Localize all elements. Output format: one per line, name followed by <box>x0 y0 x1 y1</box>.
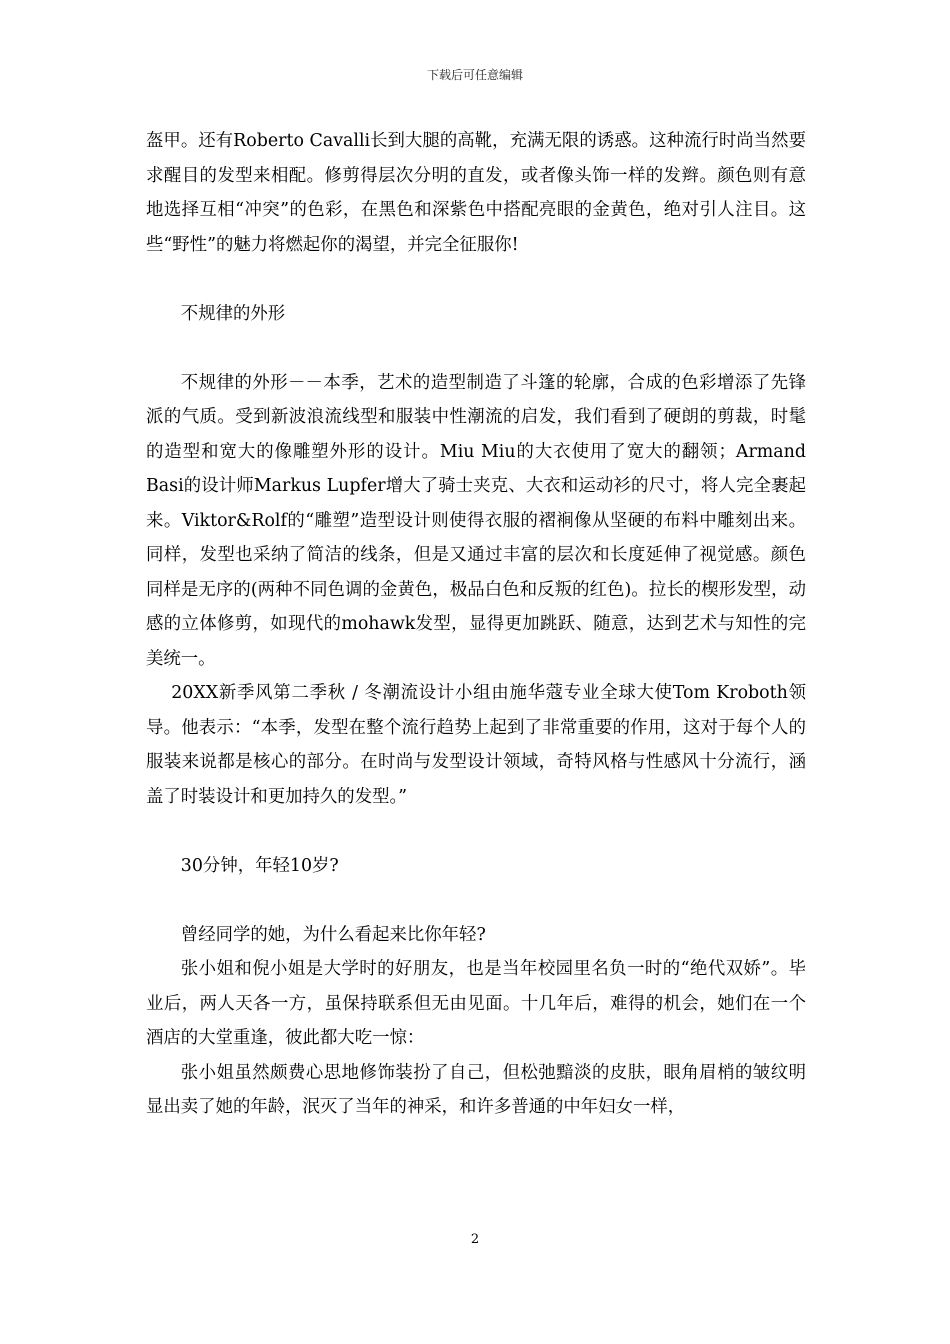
paragraph: 盔甲。还有Roberto Cavalli长到大腿的高靴，充满无限的诱惑。这种流行时尚当然要求醒目的发型来相配。修剪得层次分明的直发，或者像头饰一样的发辫。颜色则有意地选择互相“冲突”的色彩，在黑色和深紫色中搭配亮眼的金黄色，绝对引人注目。这些“野性”的魅力将燃起你的渴望，并完全征服你! <box>146 131 806 255</box>
page-header: 下载后可任意编辑 <box>426 68 523 82</box>
paragraph: 不规律的外形－－本季，艺术的造型制造了斗篷的轮廓，合成的色彩增添了先锋派的气质。受到新波浪流线型和服装中性潮流的启发，我们看到了硬朗的剪裁，时髦的造型和宽大的像雕塑外形的设计。Miu Miu的大衣使用了宽大的翻领；Armand Basi的设计师Markus Lupfer增大了骑士夹克、大衣和运动衫的尺寸，将人完全裹起来。Viktor&Rolf的“雕塑”造型设计则使得衣服的褶裥像从坚硬的布料中雕刻出来。同样，发型也采纳了简洁的线条，但是又通过丰富的层次和长度延伸了视觉感。颜色同样是无序的(两种不同色调的金黄色，极品白色和反叛的红色)。拉长的楔形发型，动感的立体修剪，如现代的mohawk发型，显得更加跳跃、随意，达到艺术与知性的完美统一。 <box>146 372 806 669</box>
section-heading: 不规律的外形 <box>180 303 286 324</box>
paragraph: 张小姐虽然颇费心思地修饰装扮了自己，但松弛黯淡的皮肤，眼角眉梢的皱纹明显出卖了她的年龄，泯灭了当年的神采，和许多普通的中年妇女一样， <box>146 1062 806 1117</box>
document-body <box>146 124 806 1125</box>
page-number: 2 <box>470 1232 480 1247</box>
paragraph: 20XX新季风第二季秋 / 冬潮流设计小组由施华蔻专业全球大使Tom Kroboth领导。他表示：“本季，发型在整个流行趋势上起到了非常重要的作用，这对于每个人的服装来说都是核心的部分。在时尚与发型设计领域，奇特风格与性感风十分流行，涵盖了时装设计和更加持久的发型。” <box>146 683 806 807</box>
paragraph: 曾经同学的她，为什么看起来比你年轻? <box>180 924 486 945</box>
paragraph: 张小姐和倪小姐是大学时的好朋友，也是当年校园里名负一时的“绝代双娇”。毕业后，两人天各一方，虽保持联系但无由见面。十几年后，难得的机会，她们在一个酒店的大堂重逢，彼此都大吃一惊： <box>146 959 806 1048</box>
section-heading: 30分钟，年轻10岁? <box>180 855 339 876</box>
